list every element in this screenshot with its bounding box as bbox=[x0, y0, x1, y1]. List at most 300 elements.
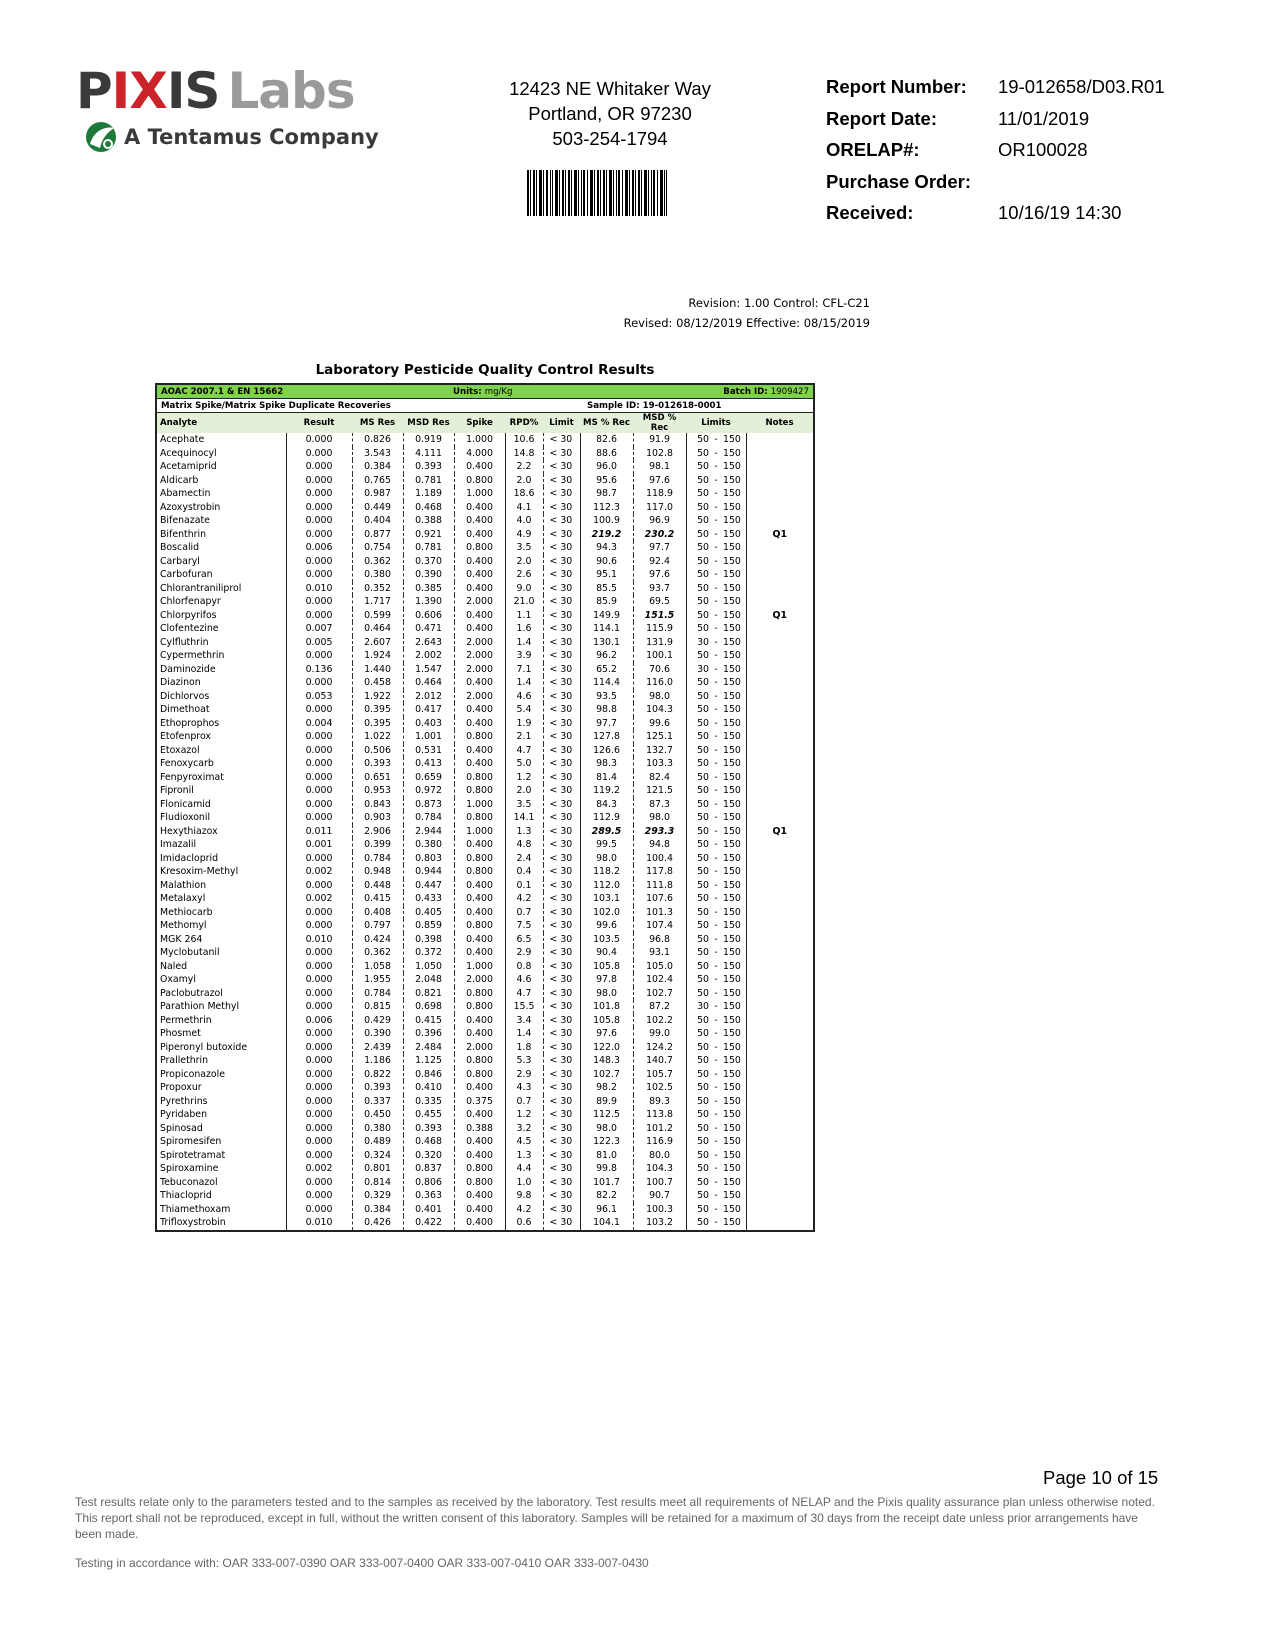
cell-limit: < 30 bbox=[543, 1014, 580, 1028]
cell-notes bbox=[746, 622, 813, 636]
cell-ms-res: 0.599 bbox=[352, 609, 403, 623]
cell-result: 0.000 bbox=[286, 1122, 352, 1136]
table-row bbox=[157, 487, 813, 501]
revision-dates: Revised: 08/12/2019 Effective: 08/15/2019 bbox=[623, 316, 870, 330]
cell-ms-res: 1.186 bbox=[352, 1054, 403, 1068]
qc-table-title: Laboratory Pesticide Quality Control Results bbox=[315, 362, 655, 378]
cell-limit: < 30 bbox=[543, 501, 580, 515]
cell-notes bbox=[746, 933, 813, 947]
cell-spike: 1.000 bbox=[454, 433, 505, 447]
cell-analyte: MGK 264 bbox=[160, 933, 203, 945]
cell-limit-dash: - bbox=[714, 812, 718, 823]
cell-msd-res: 0.393 bbox=[403, 1122, 454, 1136]
cell-result: 0.000 bbox=[286, 1081, 352, 1095]
cell-msd-res: 0.659 bbox=[403, 771, 454, 785]
cell-analyte: Trifloxystrobin bbox=[160, 1217, 226, 1228]
cell-ms-res: 0.797 bbox=[352, 919, 403, 933]
cell-msd-res: 1.547 bbox=[403, 663, 454, 677]
cell-ms-rec: 98.0 bbox=[580, 852, 633, 866]
cell-limit-low: 50 bbox=[686, 1216, 711, 1230]
col-spike: Spike bbox=[454, 413, 505, 433]
cell-limit: < 30 bbox=[543, 1041, 580, 1055]
cell-limit-low: 50 bbox=[686, 474, 711, 488]
cell-limit-dash: - bbox=[714, 609, 718, 621]
cell-notes bbox=[746, 1122, 813, 1136]
cell-msd-rec: 105.7 bbox=[633, 1068, 686, 1082]
cell-msd-rec: 82.4 bbox=[633, 771, 686, 785]
cell-msd-rec: 100.1 bbox=[633, 649, 686, 663]
cell-msd-res: 2.012 bbox=[403, 690, 454, 704]
cell-spike: 0.400 bbox=[454, 879, 505, 893]
cell-limit-dash: - bbox=[714, 1014, 718, 1026]
cell-analyte: Cypermethrin bbox=[160, 650, 225, 661]
cell-limit-low: 50 bbox=[686, 609, 711, 623]
cell-rpd: 2.0 bbox=[505, 784, 543, 798]
cell-ms-res: 0.399 bbox=[352, 838, 403, 852]
cell-analyte: Acetamiprid bbox=[160, 461, 217, 472]
cell-result: 0.000 bbox=[286, 1189, 352, 1203]
cell-notes bbox=[746, 1203, 813, 1217]
cell-msd-rec: 131.9 bbox=[633, 636, 686, 650]
cell-ms-rec: 98.3 bbox=[580, 757, 633, 771]
cell-ms-rec: 122.0 bbox=[580, 1041, 633, 1055]
cell-notes bbox=[746, 690, 813, 704]
cell-ms-res: 0.765 bbox=[352, 474, 403, 488]
cell-limit-high: 150 bbox=[723, 731, 741, 742]
cell-limit-high: 150 bbox=[723, 434, 741, 445]
cell-msd-res: 0.393 bbox=[403, 460, 454, 474]
cell-spike: 0.400 bbox=[454, 1014, 505, 1028]
cell-msd-res: 0.531 bbox=[403, 744, 454, 758]
cell-limit-high: 150 bbox=[723, 1136, 741, 1147]
cell-limit-dash: - bbox=[714, 474, 718, 486]
cell-msd-rec: 121.5 bbox=[633, 784, 686, 798]
cell-limit-dash: - bbox=[714, 663, 718, 675]
cell-limit-high: 150 bbox=[723, 501, 741, 513]
cell-spike: 0.400 bbox=[454, 555, 505, 569]
cell-limit-low: 50 bbox=[686, 1135, 711, 1149]
cell-msd-res: 0.335 bbox=[403, 1095, 454, 1109]
cell-ms-rec: 97.6 bbox=[580, 1027, 633, 1041]
cell-limit-high: 150 bbox=[723, 947, 741, 958]
cell-limit-dash: - bbox=[714, 798, 718, 810]
logo-letters-is: IS bbox=[166, 62, 220, 120]
cell-ms-res: 0.380 bbox=[352, 1122, 403, 1136]
cell-ms-rec: 118.2 bbox=[580, 865, 633, 879]
table-row bbox=[157, 1054, 813, 1068]
cell-rpd: 3.9 bbox=[505, 649, 543, 663]
cell-result: 0.004 bbox=[286, 717, 352, 731]
method-bar bbox=[157, 385, 813, 398]
cell-notes bbox=[746, 1068, 813, 1082]
cell-analyte: Fenoxycarb bbox=[160, 758, 214, 769]
cell-ms-res: 0.384 bbox=[352, 460, 403, 474]
cell-msd-rec: 87.2 bbox=[633, 1000, 686, 1014]
cell-ms-rec: 219.2 bbox=[580, 528, 633, 542]
cell-result: 0.000 bbox=[286, 703, 352, 717]
table-row bbox=[157, 460, 813, 474]
cell-notes bbox=[746, 501, 813, 515]
cell-analyte: Imidacloprid bbox=[160, 852, 219, 864]
cell-result: 0.000 bbox=[286, 676, 352, 690]
cell-notes bbox=[746, 1081, 813, 1095]
cell-msd-rec: 89.3 bbox=[633, 1095, 686, 1109]
cell-limit-low: 50 bbox=[686, 1176, 711, 1190]
cell-limit-dash: - bbox=[714, 933, 718, 945]
cell-ms-res: 0.448 bbox=[352, 879, 403, 893]
table-row bbox=[157, 1081, 813, 1095]
cell-limit-low: 50 bbox=[686, 1041, 711, 1055]
purchase-order-row bbox=[826, 171, 1165, 203]
units-label: Units: bbox=[453, 386, 482, 397]
cell-limit-dash: - bbox=[714, 960, 718, 972]
cell-notes bbox=[746, 447, 813, 461]
cell-spike: 0.800 bbox=[454, 1162, 505, 1176]
cell-ms-rec: 119.2 bbox=[580, 784, 633, 798]
cell-analyte: Diazinon bbox=[160, 677, 201, 688]
batch-value: 1909427 bbox=[770, 386, 809, 397]
cell-analyte: Dichlorvos bbox=[160, 690, 210, 702]
table-row bbox=[157, 865, 813, 879]
cell-msd-rec: 101.3 bbox=[633, 906, 686, 920]
cell-limit-high: 150 bbox=[723, 933, 741, 945]
cell-msd-rec: 140.7 bbox=[633, 1054, 686, 1068]
cell-limit-dash: - bbox=[714, 866, 718, 877]
cell-limit-high: 150 bbox=[723, 569, 741, 580]
cell-analyte: Chlorpyrifos bbox=[160, 609, 217, 621]
cell-limit-high: 150 bbox=[723, 852, 741, 864]
cell-spike: 2.000 bbox=[454, 663, 505, 677]
cell-limit: < 30 bbox=[543, 1068, 580, 1082]
address-street: 12423 NE Whitaker Way bbox=[509, 78, 711, 99]
cell-ms-res: 0.426 bbox=[352, 1216, 403, 1230]
cell-rpd: 3.2 bbox=[505, 1122, 543, 1136]
cell-ms-res: 0.408 bbox=[352, 906, 403, 920]
cell-rpd: 1.2 bbox=[505, 771, 543, 785]
cell-limit: < 30 bbox=[543, 744, 580, 758]
cell-notes bbox=[746, 973, 813, 987]
cell-limit-dash: - bbox=[714, 1136, 718, 1147]
cell-limit-high: 150 bbox=[723, 1082, 741, 1093]
cell-limit-high: 150 bbox=[723, 609, 741, 621]
cell-rpd: 4.6 bbox=[505, 973, 543, 987]
cell-analyte: Chlorantraniliprol bbox=[160, 582, 242, 594]
cell-rpd: 1.1 bbox=[505, 609, 543, 623]
cell-limit-dash: - bbox=[714, 839, 718, 850]
cell-ms-res: 2.906 bbox=[352, 825, 403, 839]
cell-result: 0.000 bbox=[286, 757, 352, 771]
cell-result: 0.000 bbox=[286, 973, 352, 987]
cell-msd-rec: 102.5 bbox=[633, 1081, 686, 1095]
cell-ms-res: 0.429 bbox=[352, 1014, 403, 1028]
cell-analyte: Pyridaben bbox=[160, 1109, 208, 1120]
cell-limit: < 30 bbox=[543, 811, 580, 825]
cell-rpd: 1.9 bbox=[505, 717, 543, 731]
table-row bbox=[157, 1189, 813, 1203]
cell-msd-rec: 125.1 bbox=[633, 730, 686, 744]
cell-spike: 0.800 bbox=[454, 771, 505, 785]
cell-rpd: 2.9 bbox=[505, 1068, 543, 1082]
cell-ms-res: 1.058 bbox=[352, 960, 403, 974]
logo-letters-ix: IX bbox=[111, 62, 167, 120]
table-row bbox=[157, 946, 813, 960]
cell-result: 0.000 bbox=[286, 1041, 352, 1055]
cell-spike: 1.000 bbox=[454, 487, 505, 501]
table-row bbox=[157, 528, 813, 542]
cell-ms-res: 0.384 bbox=[352, 1203, 403, 1217]
cell-limit: < 30 bbox=[543, 609, 580, 623]
cell-limit-dash: - bbox=[714, 1149, 718, 1161]
cell-msd-res: 0.455 bbox=[403, 1108, 454, 1122]
cell-limit-low: 50 bbox=[686, 771, 711, 785]
cell-limit-high: 150 bbox=[723, 1109, 741, 1120]
cell-result: 0.000 bbox=[286, 811, 352, 825]
cell-limit-dash: - bbox=[714, 1028, 718, 1039]
table-row bbox=[157, 1203, 813, 1217]
logo-tagline bbox=[84, 120, 379, 154]
cell-analyte: Thiamethoxam bbox=[160, 1203, 231, 1215]
cell-limit-low: 50 bbox=[686, 987, 711, 1001]
cell-analyte: Methomyl bbox=[160, 920, 207, 931]
lab-address bbox=[470, 76, 750, 151]
cell-limit-low: 50 bbox=[686, 973, 711, 987]
cell-rpd: 5.4 bbox=[505, 703, 543, 717]
table-row bbox=[157, 447, 813, 461]
cell-limit-high: 150 bbox=[723, 987, 741, 999]
cell-limit-dash: - bbox=[714, 1041, 718, 1053]
cell-spike: 0.400 bbox=[454, 501, 505, 515]
cell-notes bbox=[746, 636, 813, 650]
cell-ms-rec: 88.6 bbox=[580, 447, 633, 461]
cell-spike: 0.400 bbox=[454, 1203, 505, 1217]
cell-analyte: Spiromesifen bbox=[160, 1136, 222, 1147]
cell-notes bbox=[746, 946, 813, 960]
cell-limit: < 30 bbox=[543, 1081, 580, 1095]
report-info bbox=[826, 76, 1165, 234]
cell-analyte: Carbaryl bbox=[160, 555, 200, 567]
cell-result: 0.000 bbox=[286, 487, 352, 501]
cell-limit-low: 50 bbox=[686, 1081, 711, 1095]
cell-rpd: 4.4 bbox=[505, 1162, 543, 1176]
cell-rpd: 0.7 bbox=[505, 906, 543, 920]
cell-ms-rec: 85.9 bbox=[580, 595, 633, 609]
cell-ms-rec: 93.5 bbox=[580, 690, 633, 704]
cell-ms-rec: 82.6 bbox=[580, 433, 633, 447]
cell-result: 0.000 bbox=[286, 555, 352, 569]
cell-limit-dash: - bbox=[714, 974, 718, 985]
cell-limit: < 30 bbox=[543, 474, 580, 488]
cell-ms-res: 1.717 bbox=[352, 595, 403, 609]
cell-limit-dash: - bbox=[714, 677, 718, 688]
cell-ms-res: 0.843 bbox=[352, 798, 403, 812]
table-row bbox=[157, 690, 813, 704]
cell-limit-high: 150 bbox=[723, 704, 741, 715]
cell-notes bbox=[746, 1000, 813, 1014]
cell-limit: < 30 bbox=[543, 771, 580, 785]
cell-limit-high: 150 bbox=[723, 974, 741, 985]
cell-limit-high: 150 bbox=[723, 1095, 741, 1107]
cell-limit-dash: - bbox=[714, 623, 718, 634]
cell-ms-res: 1.924 bbox=[352, 649, 403, 663]
cell-result: 0.000 bbox=[286, 649, 352, 663]
cell-notes bbox=[746, 595, 813, 609]
cell-rpd: 4.7 bbox=[505, 744, 543, 758]
cell-rpd: 2.0 bbox=[505, 555, 543, 569]
cell-rpd: 3.5 bbox=[505, 798, 543, 812]
col-msd-rec: MSD % Rec bbox=[633, 413, 686, 433]
cell-limit-dash: - bbox=[714, 947, 718, 958]
cell-ms-rec: 99.8 bbox=[580, 1162, 633, 1176]
cell-spike: 1.000 bbox=[454, 825, 505, 839]
cell-msd-rec: 116.0 bbox=[633, 676, 686, 690]
cell-limit-high: 150 bbox=[723, 785, 741, 796]
table-row bbox=[157, 1014, 813, 1028]
cell-spike: 0.400 bbox=[454, 1135, 505, 1149]
cell-limit-low: 50 bbox=[686, 1203, 711, 1217]
cell-spike: 0.400 bbox=[454, 892, 505, 906]
cell-limit-low: 50 bbox=[686, 919, 711, 933]
cell-ms-rec: 102.0 bbox=[580, 906, 633, 920]
cell-limit-high: 150 bbox=[723, 690, 741, 702]
cell-ms-res: 2.439 bbox=[352, 1041, 403, 1055]
cell-ms-rec: 95.1 bbox=[580, 568, 633, 582]
cell-msd-rec: 80.0 bbox=[633, 1149, 686, 1163]
cell-msd-rec: 100.4 bbox=[633, 852, 686, 866]
cell-limit: < 30 bbox=[543, 960, 580, 974]
cell-ms-rec: 104.1 bbox=[580, 1216, 633, 1230]
cell-limit: < 30 bbox=[543, 892, 580, 906]
cell-notes bbox=[746, 514, 813, 528]
cell-result: 0.000 bbox=[286, 1203, 352, 1217]
cell-spike: 0.400 bbox=[454, 460, 505, 474]
cell-notes bbox=[746, 541, 813, 555]
cell-spike: 0.400 bbox=[454, 582, 505, 596]
table-row bbox=[157, 825, 813, 839]
cell-rpd: 0.8 bbox=[505, 960, 543, 974]
cell-limit-dash: - bbox=[714, 893, 718, 904]
cell-analyte: Naled bbox=[160, 960, 188, 972]
cell-analyte: Methiocarb bbox=[160, 906, 213, 918]
cell-msd-res: 0.363 bbox=[403, 1189, 454, 1203]
cell-ms-res: 0.395 bbox=[352, 717, 403, 731]
cell-notes bbox=[746, 771, 813, 785]
cell-rpd: 1.0 bbox=[505, 1176, 543, 1190]
cell-ms-rec: 112.5 bbox=[580, 1108, 633, 1122]
cell-spike: 0.400 bbox=[454, 757, 505, 771]
cell-ms-rec: 122.3 bbox=[580, 1135, 633, 1149]
table-row bbox=[157, 1135, 813, 1149]
table-row bbox=[157, 919, 813, 933]
cell-rpd: 2.6 bbox=[505, 568, 543, 582]
col-msd-res: MSD Res bbox=[403, 413, 454, 433]
cell-msd-res: 0.846 bbox=[403, 1068, 454, 1082]
units-value: mg/Kg bbox=[484, 386, 513, 397]
cell-notes bbox=[746, 1176, 813, 1190]
cell-msd-rec: 102.7 bbox=[633, 987, 686, 1001]
cell-rpd: 1.4 bbox=[505, 636, 543, 650]
cell-limit: < 30 bbox=[543, 636, 580, 650]
cell-rpd: 1.2 bbox=[505, 1108, 543, 1122]
barcode-image bbox=[527, 170, 667, 216]
cell-analyte: Acequinocyl bbox=[160, 447, 217, 459]
units bbox=[453, 387, 513, 397]
cell-analyte: Tebuconazol bbox=[160, 1176, 218, 1188]
cell-ms-rec: 81.0 bbox=[580, 1149, 633, 1163]
cell-rpd: 3.4 bbox=[505, 1014, 543, 1028]
cell-notes: Q1 bbox=[746, 825, 813, 839]
cell-limit-high: 150 bbox=[723, 596, 741, 607]
cell-spike: 0.800 bbox=[454, 1054, 505, 1068]
cell-analyte: Etofenprox bbox=[160, 731, 211, 742]
cell-limit-low: 50 bbox=[686, 1095, 711, 1109]
table-row bbox=[157, 784, 813, 798]
cell-limit: < 30 bbox=[543, 1216, 580, 1230]
cell-limit-high: 150 bbox=[723, 1068, 741, 1080]
cell-limit-low: 30 bbox=[686, 663, 711, 677]
cell-ms-res: 0.506 bbox=[352, 744, 403, 758]
cell-notes bbox=[746, 757, 813, 771]
cell-notes bbox=[746, 1041, 813, 1055]
cell-limit: < 30 bbox=[543, 663, 580, 677]
cell-limit-dash: - bbox=[714, 528, 718, 540]
cell-msd-rec: 117.8 bbox=[633, 865, 686, 879]
cell-limit-dash: - bbox=[714, 771, 718, 783]
cell-msd-rec: 102.8 bbox=[633, 447, 686, 461]
cell-msd-res: 0.398 bbox=[403, 933, 454, 947]
cell-msd-res: 0.372 bbox=[403, 946, 454, 960]
cell-limit: < 30 bbox=[543, 1189, 580, 1203]
cell-notes bbox=[746, 717, 813, 731]
logo-letter-p: P bbox=[76, 62, 112, 120]
cell-spike: 0.400 bbox=[454, 906, 505, 920]
cell-limit-dash: - bbox=[714, 1001, 718, 1012]
cell-limit-dash: - bbox=[714, 1217, 718, 1228]
cell-ms-res: 0.903 bbox=[352, 811, 403, 825]
cell-rpd: 4.7 bbox=[505, 987, 543, 1001]
table-row bbox=[157, 879, 813, 893]
cell-limit: < 30 bbox=[543, 514, 580, 528]
cell-msd-res: 1.001 bbox=[403, 730, 454, 744]
cell-limit-high: 150 bbox=[723, 542, 741, 553]
table-row bbox=[157, 595, 813, 609]
cell-analyte: Oxamyl bbox=[160, 974, 196, 985]
cell-rpd: 18.6 bbox=[505, 487, 543, 501]
cell-msd-rec: 97.7 bbox=[633, 541, 686, 555]
cell-ms-res: 0.826 bbox=[352, 433, 403, 447]
cell-limit-low: 50 bbox=[686, 811, 711, 825]
cell-limit-low: 50 bbox=[686, 730, 711, 744]
cell-spike: 1.000 bbox=[454, 960, 505, 974]
cell-result: 0.000 bbox=[286, 946, 352, 960]
cell-msd-rec: 92.4 bbox=[633, 555, 686, 569]
cell-ms-res: 1.440 bbox=[352, 663, 403, 677]
cell-ms-res: 0.953 bbox=[352, 784, 403, 798]
cell-msd-rec: 293.3 bbox=[633, 825, 686, 839]
cell-spike: 0.400 bbox=[454, 676, 505, 690]
cell-limit-low: 30 bbox=[686, 1000, 711, 1014]
cell-limit-dash: - bbox=[714, 1109, 718, 1120]
cell-ms-rec: 90.6 bbox=[580, 555, 633, 569]
cell-result: 0.000 bbox=[286, 1000, 352, 1014]
cell-limit-low: 50 bbox=[686, 568, 711, 582]
cell-spike: 2.000 bbox=[454, 973, 505, 987]
address-phone: 503-254-1794 bbox=[552, 128, 668, 149]
table-row bbox=[157, 1162, 813, 1176]
cell-spike: 2.000 bbox=[454, 595, 505, 609]
cell-ms-res: 1.922 bbox=[352, 690, 403, 704]
cell-limit-low: 50 bbox=[686, 447, 711, 461]
cell-msd-res: 0.821 bbox=[403, 987, 454, 1001]
